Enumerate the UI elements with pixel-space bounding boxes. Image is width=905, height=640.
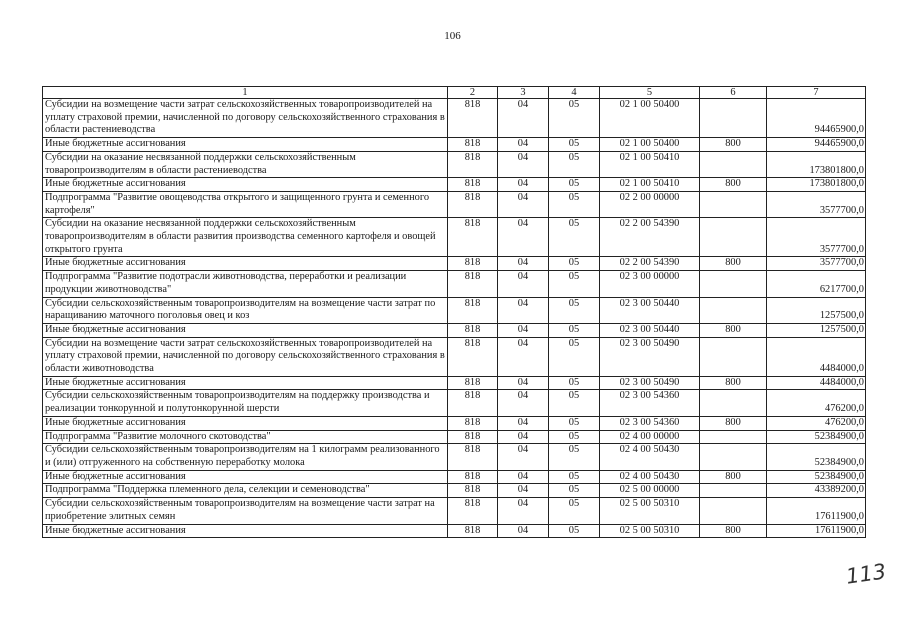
section-code: 04 — [498, 416, 549, 430]
table-row — [43, 390, 866, 416]
chief-admin-code: 818 — [448, 323, 498, 337]
chief-admin-code: 818 — [448, 524, 498, 538]
column-header: 5 — [600, 87, 700, 99]
section-code: 04 — [498, 257, 549, 271]
expense-type-code — [700, 271, 767, 297]
expense-type-code — [700, 191, 767, 217]
row-description: Иные бюджетные ассигнования — [43, 416, 448, 430]
table-row — [43, 498, 866, 524]
row-description: Субсидии на оказание несвязанной поддержки сельскохозяйственным товаропроизводителям в области растениеводства — [43, 151, 448, 177]
row-description: Субсидии сельскохозяйственным товаропроизводителям на возмещение части затрат на приобретение элитных семян — [43, 498, 448, 524]
expense-type-code: 800 — [700, 178, 767, 192]
target-article-code: 02 4 00 50430 — [600, 470, 700, 484]
expense-type-code: 800 — [700, 416, 767, 430]
subsection-code: 05 — [549, 416, 600, 430]
subsection-code: 05 — [549, 470, 600, 484]
row-description: Иные бюджетные ассигнования — [43, 470, 448, 484]
section-code: 04 — [498, 524, 549, 538]
amount: 4484000,0 — [767, 337, 866, 376]
subsection-code: 05 — [549, 151, 600, 177]
amount: 1257500,0 — [767, 297, 866, 323]
chief-admin-code: 818 — [448, 444, 498, 470]
expense-type-code — [700, 430, 767, 444]
section-code: 04 — [498, 376, 549, 390]
subsection-code: 05 — [549, 498, 600, 524]
expense-type-code: 800 — [700, 257, 767, 271]
expense-type-code — [700, 390, 767, 416]
chief-admin-code: 818 — [448, 297, 498, 323]
target-article-code: 02 3 00 50440 — [600, 323, 700, 337]
table-row — [43, 376, 866, 390]
table-row — [43, 257, 866, 271]
row-description: Иные бюджетные ассигнования — [43, 524, 448, 538]
amount: 17611900,0 — [767, 498, 866, 524]
section-code: 04 — [498, 337, 549, 376]
subsection-code: 05 — [549, 99, 600, 138]
chief-admin-code: 818 — [448, 337, 498, 376]
amount: 17611900,0 — [767, 524, 866, 538]
amount: 476200,0 — [767, 390, 866, 416]
column-header: 7 — [767, 87, 866, 99]
section-code: 04 — [498, 323, 549, 337]
column-header: 3 — [498, 87, 549, 99]
expense-type-code: 800 — [700, 376, 767, 390]
amount: 1257500,0 — [767, 323, 866, 337]
row-description: Иные бюджетные ассигнования — [43, 138, 448, 152]
target-article-code: 02 5 00 50310 — [600, 524, 700, 538]
section-code: 04 — [498, 271, 549, 297]
chief-admin-code: 818 — [448, 257, 498, 271]
table-row — [43, 151, 866, 177]
table-row — [43, 444, 866, 470]
page-number: 106 — [444, 30, 461, 42]
expense-type-code — [700, 484, 767, 498]
expense-type-code — [700, 444, 767, 470]
amount: 476200,0 — [767, 416, 866, 430]
section-code: 04 — [498, 470, 549, 484]
subsection-code: 05 — [549, 524, 600, 538]
amount: 94465900,0 — [767, 138, 866, 152]
target-article-code: 02 1 00 50410 — [600, 151, 700, 177]
subsection-code: 05 — [549, 138, 600, 152]
amount: 6217700,0 — [767, 271, 866, 297]
expense-type-code: 800 — [700, 470, 767, 484]
row-description: Субсидии сельскохозяйственным товаропроизводителям на 1 килограмм реализованного и (или) отгруженного на собственную переработку молока — [43, 444, 448, 470]
target-article-code: 02 4 00 50430 — [600, 444, 700, 470]
table-row — [43, 191, 866, 217]
amount: 43389200,0 — [767, 484, 866, 498]
row-description: Иные бюджетные ассигнования — [43, 257, 448, 271]
column-header: 6 — [700, 87, 767, 99]
amount: 3577700,0 — [767, 218, 866, 257]
table-row — [43, 178, 866, 192]
amount: 52384900,0 — [767, 444, 866, 470]
row-description: Субсидии на возмещение части затрат сельскохозяйственных товаропроизводителей на уплату страховой премии, начисленной по договору сельскохозяйственного страхования в области растениеводства — [43, 99, 448, 138]
table-row — [43, 323, 866, 337]
row-description: Подпрограмма "Поддержка племенного дела, селекции и семеноводства" — [43, 484, 448, 498]
row-description: Иные бюджетные ассигнования — [43, 376, 448, 390]
subsection-code: 05 — [549, 191, 600, 217]
subsection-code: 05 — [549, 337, 600, 376]
table-row — [43, 470, 866, 484]
section-code: 04 — [498, 99, 549, 138]
target-article-code: 02 5 00 50310 — [600, 498, 700, 524]
chief-admin-code: 818 — [448, 430, 498, 444]
expense-type-code — [700, 151, 767, 177]
amount: 52384900,0 — [767, 470, 866, 484]
amount: 4484000,0 — [767, 376, 866, 390]
subsection-code: 05 — [549, 297, 600, 323]
expense-type-code — [700, 297, 767, 323]
row-description: Подпрограмма "Развитие молочного скотоводства" — [43, 430, 448, 444]
chief-admin-code: 818 — [448, 191, 498, 217]
subsection-code: 05 — [549, 444, 600, 470]
subsection-code: 05 — [549, 376, 600, 390]
target-article-code: 02 4 00 00000 — [600, 430, 700, 444]
chief-admin-code: 818 — [448, 271, 498, 297]
target-article-code: 02 2 00 54390 — [600, 257, 700, 271]
amount: 94465900,0 — [767, 99, 866, 138]
column-header: 1 — [43, 87, 448, 99]
expense-type-code — [700, 498, 767, 524]
table-row — [43, 524, 866, 538]
target-article-code: 02 3 00 50490 — [600, 337, 700, 376]
subsection-code: 05 — [549, 430, 600, 444]
expense-type-code — [700, 337, 767, 376]
row-description: Иные бюджетные ассигнования — [43, 178, 448, 192]
section-code: 04 — [498, 430, 549, 444]
section-code: 04 — [498, 484, 549, 498]
table-row — [43, 99, 866, 138]
target-article-code: 02 3 00 54360 — [600, 416, 700, 430]
section-code: 04 — [498, 498, 549, 524]
table-row — [43, 297, 866, 323]
row-description: Субсидии сельскохозяйственным товаропроизводителям на возмещение части затрат по наращиванию маточного поголовья овец и коз — [43, 297, 448, 323]
subsection-code: 05 — [549, 257, 600, 271]
row-description: Подпрограмма "Развитие овощеводства открытого и защищенного грунта и семенного картофеля" — [43, 191, 448, 217]
target-article-code: 02 1 00 50400 — [600, 99, 700, 138]
amount: 173801800,0 — [767, 178, 866, 192]
target-article-code: 02 3 00 00000 — [600, 271, 700, 297]
table-row — [43, 430, 866, 444]
row-description: Субсидии сельскохозяйственным товаропроизводителям на поддержку производства и реализации тонкорунной и полутонкорунной шерсти — [43, 390, 448, 416]
chief-admin-code: 818 — [448, 498, 498, 524]
row-description: Подпрограмма "Развитие подотрасли животноводства, переработки и реализации продукции животноводства" — [43, 271, 448, 297]
chief-admin-code: 818 — [448, 151, 498, 177]
chief-admin-code: 818 — [448, 99, 498, 138]
amount: 3577700,0 — [767, 191, 866, 217]
section-code: 04 — [498, 297, 549, 323]
amount: 3577700,0 — [767, 257, 866, 271]
expense-type-code: 800 — [700, 323, 767, 337]
chief-admin-code: 818 — [448, 470, 498, 484]
table-header-row — [43, 87, 866, 99]
section-code: 04 — [498, 138, 549, 152]
amount: 173801800,0 — [767, 151, 866, 177]
table-row — [43, 416, 866, 430]
expense-type-code: 800 — [700, 138, 767, 152]
expense-type-code — [700, 218, 767, 257]
chief-admin-code: 818 — [448, 484, 498, 498]
target-article-code: 02 2 00 00000 — [600, 191, 700, 217]
target-article-code: 02 3 00 50440 — [600, 297, 700, 323]
section-code: 04 — [498, 390, 549, 416]
handwritten-number: 113 — [844, 559, 888, 589]
chief-admin-code: 818 — [448, 376, 498, 390]
expense-type-code — [700, 99, 767, 138]
row-description: Субсидии на возмещение части затрат сельскохозяйственных товаропроизводителей на уплату страховой премии, начисленной по договору сельскохозяйственного страхования в области животноводства — [43, 337, 448, 376]
target-article-code: 02 2 00 54390 — [600, 218, 700, 257]
target-article-code: 02 1 00 50410 — [600, 178, 700, 192]
section-code: 04 — [498, 178, 549, 192]
section-code: 04 — [498, 444, 549, 470]
row-description: Иные бюджетные ассигнования — [43, 323, 448, 337]
section-code: 04 — [498, 218, 549, 257]
target-article-code: 02 5 00 00000 — [600, 484, 700, 498]
subsection-code: 05 — [549, 484, 600, 498]
subsection-code: 05 — [549, 271, 600, 297]
chief-admin-code: 818 — [448, 390, 498, 416]
chief-admin-code: 818 — [448, 138, 498, 152]
table-body — [43, 87, 866, 538]
target-article-code: 02 1 00 50400 — [600, 138, 700, 152]
amount: 52384900,0 — [767, 430, 866, 444]
section-code: 04 — [498, 191, 549, 217]
row-description: Субсидии на оказание несвязанной поддержки сельскохозяйственным товаропроизводителям в области развития производства семенного картофеля и овощей открытого грунта — [43, 218, 448, 257]
target-article-code: 02 3 00 50490 — [600, 376, 700, 390]
column-header: 2 — [448, 87, 498, 99]
column-header: 4 — [549, 87, 600, 99]
subsection-code: 05 — [549, 390, 600, 416]
chief-admin-code: 818 — [448, 218, 498, 257]
subsection-code: 05 — [549, 218, 600, 257]
table-row — [43, 484, 866, 498]
chief-admin-code: 818 — [448, 416, 498, 430]
table-row — [43, 271, 866, 297]
subsection-code: 05 — [549, 323, 600, 337]
table-row — [43, 138, 866, 152]
subsection-code: 05 — [549, 178, 600, 192]
table-row — [43, 337, 866, 376]
target-article-code: 02 3 00 54360 — [600, 390, 700, 416]
chief-admin-code: 818 — [448, 178, 498, 192]
budget-table — [42, 86, 866, 538]
expense-type-code: 800 — [700, 524, 767, 538]
table-row — [43, 218, 866, 257]
section-code: 04 — [498, 151, 549, 177]
